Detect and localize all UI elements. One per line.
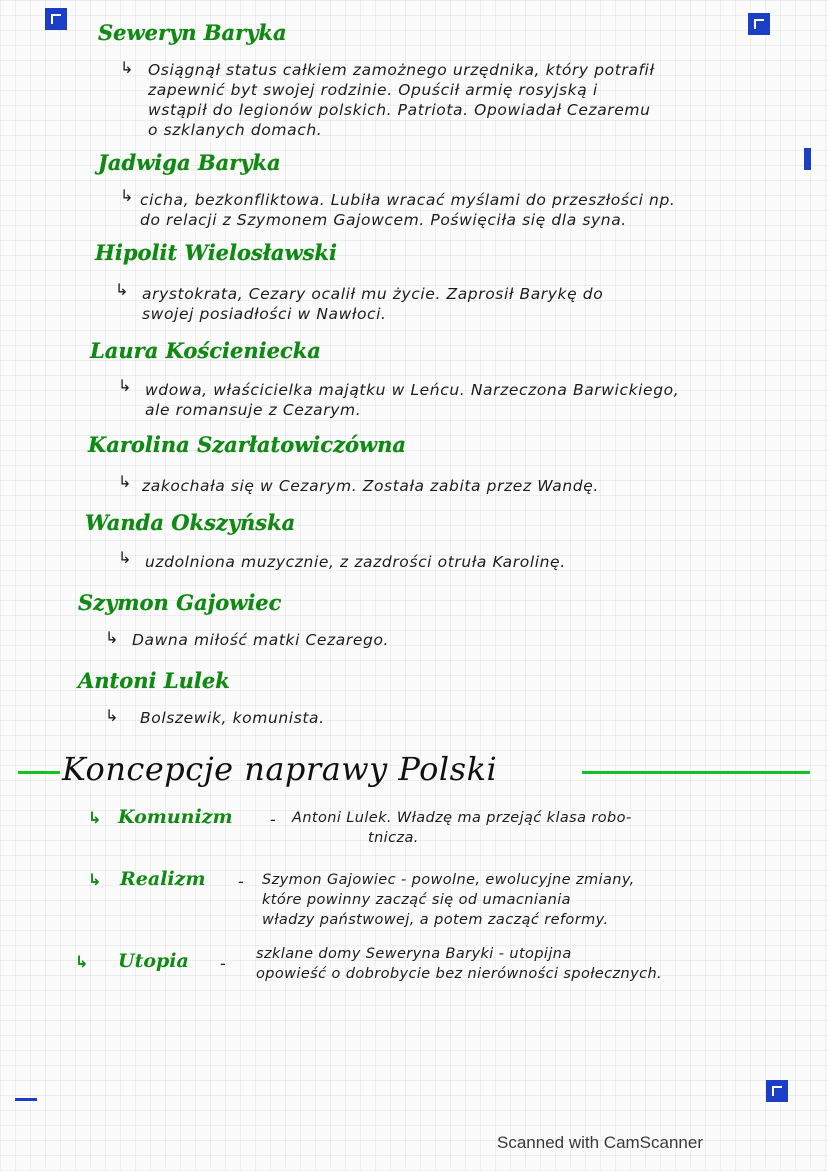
character-name: Seweryn Baryka xyxy=(98,20,287,45)
concept-name: Realizm xyxy=(120,868,206,890)
character-name: Hipolit Wielosławski xyxy=(95,240,337,265)
scan-edge-marker-icon xyxy=(804,148,811,170)
arrow-icon: ↳ xyxy=(75,952,89,971)
character-name: Karolina Szarłatowiczówna xyxy=(88,432,406,457)
title-highlight-line xyxy=(18,771,60,774)
character-description-line: zakochała się w Cezarym. Została zabita przez Wandę. xyxy=(142,477,599,495)
concept-description-line: opowieść o dobrobycie bez nierówności społecznych. xyxy=(256,966,663,982)
character-description-line: Osiągnął status całkiem zamożnego urzędnika, który potrafił xyxy=(148,61,655,79)
scan-edge-marker-icon xyxy=(15,1098,37,1101)
arrow-icon: ↳ xyxy=(118,548,132,567)
arrow-icon: ↳ xyxy=(120,186,134,205)
dash-separator: - xyxy=(270,810,276,829)
character-name: Antoni Lulek xyxy=(78,668,230,693)
concept-description-line: które powinny zacząć się od umacniania xyxy=(262,892,571,908)
concept-description-line: szklane domy Seweryna Baryki - utopijna xyxy=(256,946,572,962)
arrow-icon: ↳ xyxy=(118,472,132,491)
arrow-icon: ↳ xyxy=(115,280,129,299)
character-name: Jadwiga Baryka xyxy=(98,150,281,175)
character-description-line: ale romansuje z Cezarym. xyxy=(145,401,362,419)
character-description-line: swojej posiadłości w Nawłoci. xyxy=(142,305,387,323)
character-description-line: wdowa, właścicielka majątku w Leńcu. Narzeczona Barwickiego, xyxy=(145,381,680,399)
concept-name: Komunizm xyxy=(118,806,233,828)
concept-description-line: władzy państwowej, a potem zacząć reformy. xyxy=(262,912,609,928)
character-name: Laura Kościeniecka xyxy=(90,338,321,363)
character-description-line: arystokrata, Cezary ocalił mu życie. Zaprosił Barykę do xyxy=(142,285,604,303)
dash-separator: - xyxy=(238,872,244,891)
character-description-line: uzdolniona muzycznie, z zazdrości otruła Karolinę. xyxy=(145,553,566,571)
scan-corner-marker-icon xyxy=(45,8,67,30)
scan-corner-marker-icon xyxy=(766,1080,788,1102)
character-name: Szymon Gajowiec xyxy=(78,590,282,615)
character-name: Wanda Okszyńska xyxy=(85,510,296,535)
dash-separator: - xyxy=(220,954,226,973)
arrow-icon: ↳ xyxy=(120,58,134,77)
arrow-icon: ↳ xyxy=(105,706,119,725)
concept-name: Utopia xyxy=(118,950,189,972)
section-title: Koncepcje naprawy Polski xyxy=(62,750,498,788)
arrow-icon: ↳ xyxy=(88,870,102,889)
scan-corner-marker-icon xyxy=(748,13,770,35)
character-description-line: zapewnić byt swojej rodzinie. Opuścił armię rosyjską i xyxy=(148,81,598,99)
arrow-icon: ↳ xyxy=(118,376,132,395)
title-highlight-line xyxy=(582,771,810,774)
character-description-line: do relacji z Szymonem Gajowcem. Poświęciła się dla syna. xyxy=(140,211,627,229)
concept-description-line: tnicza. xyxy=(368,830,419,846)
arrow-icon: ↳ xyxy=(105,628,119,647)
concept-description-line: Szymon Gajowiec - powolne, ewolucyjne zmiany, xyxy=(262,872,635,888)
character-description-line: wstąpił do legionów polskich. Patriota. Opowiadał Cezaremu xyxy=(148,101,651,119)
character-description-line: cicha, bezkonfliktowa. Lubiła wracać myślami do przeszłości np. xyxy=(140,191,676,209)
character-description-line: Bolszewik, komunista. xyxy=(140,709,325,727)
character-description-line: Dawna miłość matki Cezarego. xyxy=(132,631,390,649)
arrow-icon: ↳ xyxy=(88,808,102,827)
character-description-line: o szklanych domach. xyxy=(148,121,323,139)
concept-description-line: Antoni Lulek. Władzę ma przejąć klasa robo- xyxy=(292,810,632,826)
scan-watermark: Scanned with CamScanner xyxy=(497,1133,704,1152)
